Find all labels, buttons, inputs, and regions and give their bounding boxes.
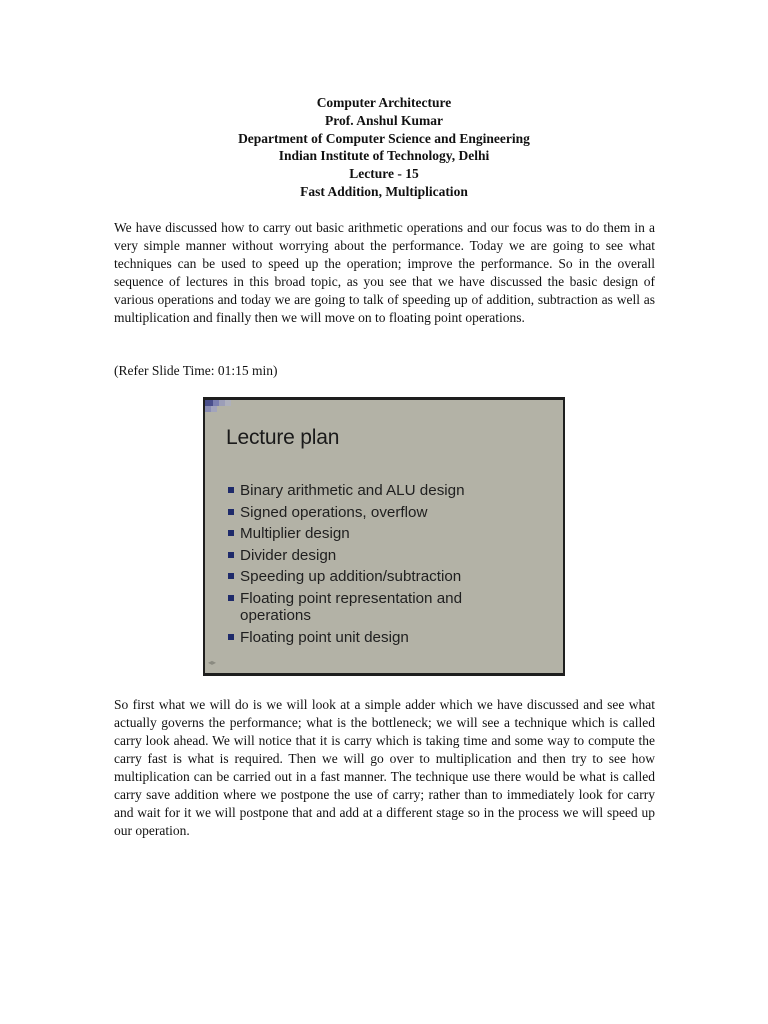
slide-list-item: [226, 590, 480, 624]
slide-corner-decoration: [205, 400, 231, 414]
institute-name: Indian Institute of Technology, Delhi: [278, 148, 490, 164]
slide-time-reference: (Refer Slide Time: 01:15 min): [114, 363, 278, 378]
document-header: [0, 94, 768, 201]
square-bullet-icon: [228, 573, 234, 579]
slide-list-item: [226, 523, 480, 545]
square-bullet-icon: [228, 509, 234, 515]
square-bullet-icon: [228, 634, 234, 640]
slide-list-item-text: Binary arithmetic and ALU design: [240, 482, 465, 499]
course-title: Computer Architecture: [316, 95, 452, 110]
slide-list-item: [226, 566, 480, 588]
slide-list-item: [226, 545, 480, 567]
lecture-slide-image: [203, 397, 565, 676]
square-bullet-icon: [228, 530, 234, 536]
slide-list-item: [226, 480, 480, 502]
slide-list-item-text: Floating point unit design: [240, 628, 409, 646]
slide-list-item-text: Signed operations, overflow: [240, 503, 428, 521]
slide-nav-icon: ◂▸: [208, 658, 217, 667]
lecture-topic: Fast Addition, Multiplication: [300, 183, 468, 199]
slide-list-item: [226, 627, 480, 649]
square-bullet-icon: [228, 552, 234, 558]
slide-list-item-text: Divider design: [240, 546, 337, 564]
lecture-number: Lecture - 15: [349, 166, 419, 182]
professor-name: Prof. Anshul Kumar: [325, 112, 443, 128]
slide-title: Lecture plan: [226, 426, 340, 449]
square-bullet-icon: [228, 487, 234, 493]
second-paragraph: So first what we will do is we will look at a simple adder which we have discussed and see what actually governs the performance; what is the bottleneck; we will see a technique which is called carry look ahead. We will notice that it is carry which is taking time and some way to compute the carry fast is what is required. Then we will go over to multiplication and then try to see how multiplication can be carried out in a fast manner. The technique use there would be what is called carry save addition where we postpone the use of carry; rather than to immediately look for carry and wait for it we will postpone that and add at a different stage so in the process we will speed up our operation.: [114, 697, 655, 838]
slide-list-item-text: Multiplier design: [240, 525, 350, 543]
slide-list-item: [226, 502, 480, 524]
slide-bullet-list: [226, 480, 480, 649]
square-bullet-icon: [228, 595, 234, 601]
department-name: Department of Computer Science and Engineering: [238, 130, 530, 146]
slide-list-item-text: Floating point representation and operations: [240, 589, 463, 624]
slide-list-item-text: Speeding up addition/subtraction: [240, 568, 462, 586]
intro-paragraph: We have discussed how to carry out basic arithmetic operations and our focus was to do them in a very simple manner without worrying about the performance. Today we are going to see what techniques can be used to speed up the operation; improve the performance. So in the overall sequence of lectures in this broad topic, as you see that we have discussed the basic design of various operations and today we are going to talk of speeding up of addition, subtraction as well as multiplication and finally then we will move on to floating point operations.: [114, 220, 655, 325]
